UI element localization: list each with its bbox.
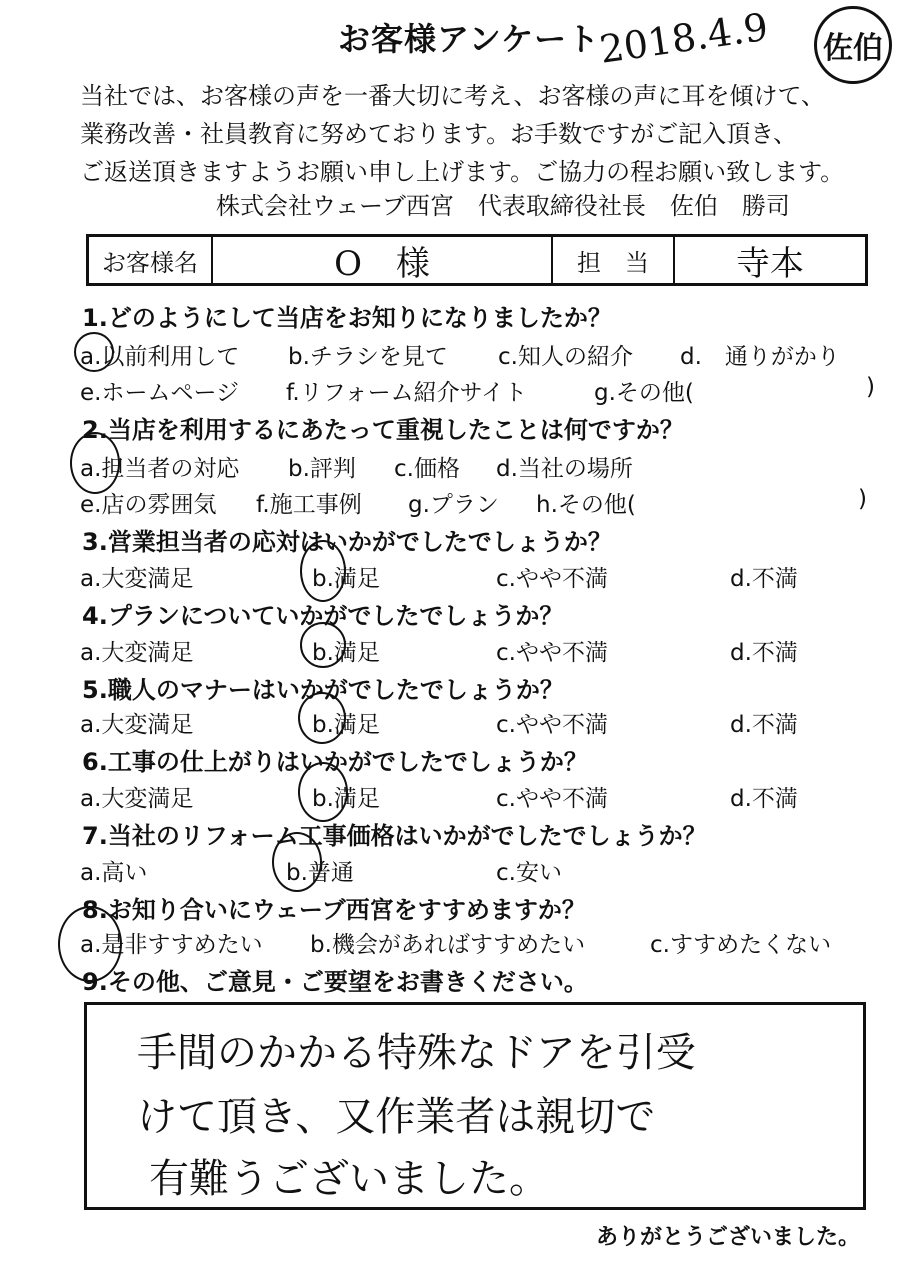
q3-option-a: a.大変満足 bbox=[80, 566, 194, 592]
q7-option-b: b.普通 bbox=[286, 860, 354, 886]
comment-box bbox=[84, 1002, 866, 1210]
thank-you-text: ありがとうございました。 bbox=[596, 1225, 861, 1250]
q5-answer-circle bbox=[298, 692, 346, 744]
question-7: 7.当社のリフォーム工事価格はいかがでしたでしょうか？ bbox=[82, 822, 707, 850]
q3-option-d: d.不満 bbox=[730, 566, 798, 592]
q4-option-a: a.大変満足 bbox=[80, 640, 194, 666]
comment-line-3: 有難うございました。 bbox=[149, 1156, 549, 1202]
question-4: 4.プランについていかがでしたでしょうか？ bbox=[82, 602, 564, 630]
q4-option-c: c.やや不満 bbox=[496, 640, 608, 666]
q1-option-g: g.その他( bbox=[594, 380, 694, 406]
q2-option-a: a.担当者の対応 bbox=[80, 456, 240, 482]
q4-option-d: d.不満 bbox=[730, 640, 798, 666]
handwritten-date: 2018.4.9 bbox=[596, 4, 771, 72]
staff-value: 寺本 bbox=[736, 243, 804, 284]
q1-option-f: f.リフォーム紹介サイト bbox=[286, 380, 527, 406]
question-5: 5.職人のマナーはいかがでしたでしょうか？ bbox=[82, 676, 564, 704]
q6-option-d: d.不満 bbox=[730, 786, 798, 812]
company-signature: 株式会社ウェーブ西宮 代表取締役社長 佐伯 勝司 bbox=[216, 192, 790, 220]
q1-option-b: b.チラシを見て bbox=[288, 344, 448, 370]
q5-option-a: a.大変満足 bbox=[80, 712, 194, 738]
q1-answer-circle bbox=[74, 332, 114, 372]
q1-option-c: c.知人の紹介 bbox=[498, 344, 633, 370]
question-1: 1.どのようにして当店をお知りになりましたか？ bbox=[82, 304, 612, 332]
q3-option-c: c.やや不満 bbox=[496, 566, 608, 592]
q1-option-d: d. 通りがかり bbox=[680, 344, 840, 370]
q1-option-a: a.以前利用して bbox=[80, 344, 240, 370]
customer-name-value: O 様 bbox=[213, 237, 553, 283]
question-9: 9.その他、ご意見・ご要望をお書きください。 bbox=[82, 968, 588, 996]
staff-label: 担 当 bbox=[553, 237, 675, 283]
q2-option-h-close: ) bbox=[858, 486, 867, 512]
q6-option-c: c.やや不満 bbox=[496, 786, 608, 812]
q8-option-a: a.是非すすめたい bbox=[80, 932, 263, 958]
intro-line-2: 業務改善・社員教育に努めております。お手数ですがご記入頂き、 bbox=[80, 120, 798, 148]
q8-option-b: b.機会があればすすめたい bbox=[310, 932, 586, 958]
question-8: 8.お知り合いにウェーブ西宮をすすめますか？ bbox=[82, 896, 586, 924]
q8-option-c: c.すすめたくない bbox=[650, 932, 832, 958]
q4-answer-circle bbox=[300, 622, 346, 668]
q7-option-c: c.安い bbox=[496, 860, 562, 886]
q2-option-d: d.当社の場所 bbox=[496, 456, 633, 482]
q3-answer-circle bbox=[300, 540, 346, 602]
q1-option-g-close: ) bbox=[866, 374, 875, 400]
q3-option-b: b.満足 bbox=[312, 566, 380, 592]
customer-name-label: お客様名 bbox=[89, 237, 213, 283]
q2-option-f: f.施工事例 bbox=[256, 492, 362, 518]
q2-option-c: c.価格 bbox=[394, 456, 460, 482]
q6-option-b: b.満足 bbox=[312, 786, 380, 812]
q2-option-b: b.評判 bbox=[288, 456, 356, 482]
q5-option-b: b.満足 bbox=[312, 712, 380, 738]
q4-option-b: b.満足 bbox=[312, 640, 380, 666]
intro-line-3: ご返送頂きますようお願い申し上げます。ご協力の程お願い致します。 bbox=[80, 158, 845, 186]
seal-stamp: 佐伯 bbox=[814, 6, 892, 84]
question-3: 3.営業担当者の応対はいかがでしたでしょうか？ bbox=[82, 528, 612, 556]
q2-answer-circle bbox=[70, 432, 120, 494]
customer-info-table bbox=[86, 234, 868, 286]
comment-line-2: けて頂き、又作業者は親切で bbox=[137, 1094, 656, 1140]
q6-answer-circle bbox=[298, 762, 348, 822]
q6-option-a: a.大変満足 bbox=[80, 786, 194, 812]
q5-option-d: d.不満 bbox=[730, 712, 798, 738]
question-6: 6.工事の仕上がりはいかがでしたでしょうか？ bbox=[82, 748, 588, 776]
q7-answer-circle bbox=[272, 832, 322, 892]
q1-option-e: e.ホームページ bbox=[80, 380, 240, 406]
q2-option-g: g.プラン bbox=[408, 492, 499, 518]
q2-option-e: e.店の雰囲気 bbox=[80, 492, 217, 518]
survey-title: お客様アンケート bbox=[338, 20, 601, 58]
comment-line-1: 手間のかかる特殊なドアを引受 bbox=[137, 1030, 696, 1076]
q5-option-c: c.やや不満 bbox=[496, 712, 608, 738]
intro-line-1: 当社では、お客様の声を一番大切に考え、お客様の声に耳を傾けて、 bbox=[80, 82, 825, 110]
q7-option-a: a.高い bbox=[80, 860, 148, 886]
q2-option-h: h.その他( bbox=[536, 492, 636, 518]
question-2: 2.当店を利用するにあたって重視したことは何ですか？ bbox=[82, 416, 684, 444]
